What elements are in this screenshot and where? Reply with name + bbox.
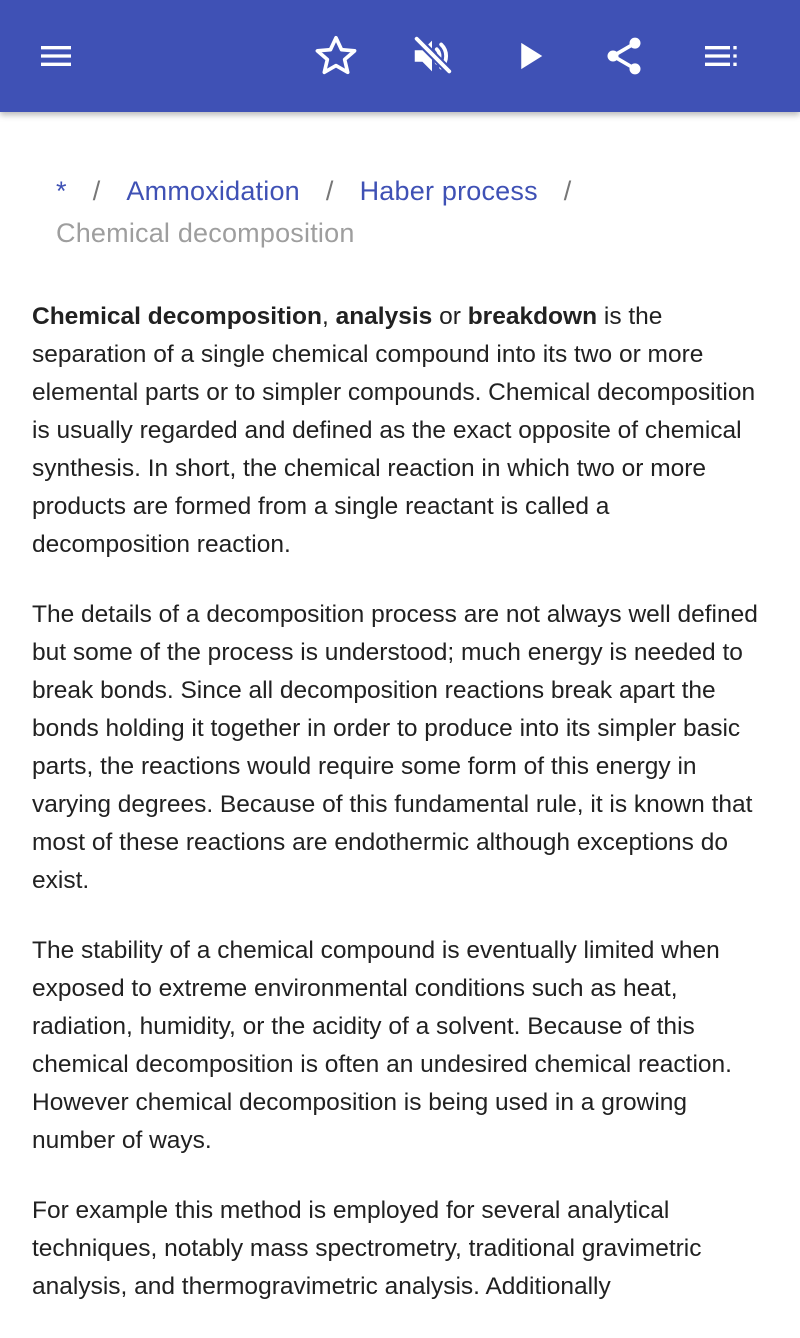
- term-separator: or: [432, 303, 468, 330]
- volume-off-icon: [409, 33, 455, 79]
- play-icon: [509, 35, 551, 77]
- article-paragraph-intro: [32, 298, 772, 564]
- page-content: [0, 112, 800, 1300]
- breadcrumb-link-home[interactable]: *: [56, 176, 67, 206]
- article-paragraph: The stability of a chemical compound is eventually limited when exposed to extreme environmental conditions such as heat, radiation, humidity, or the acidity of a solvent. Because of this chemical decomposition is often an undesired chemical reaction. However chemical decomposition is being used in a growing number of ways.: [32, 937, 732, 1154]
- share-icon: [602, 34, 646, 78]
- playlist-icon: [700, 36, 740, 76]
- breadcrumb-current: Chemical decomposition: [56, 218, 355, 248]
- breadcrumb-separator: /: [563, 176, 572, 206]
- term-analysis: analysis: [335, 303, 433, 330]
- article-paragraph: For example this method is employed for several analytical techniques, notably mass spectrometry, traditional gravimetric analysis, and thermogravimetric analysis. Additionally: [32, 1197, 702, 1300]
- mute-button[interactable]: [404, 28, 460, 84]
- menu-icon: [36, 36, 76, 76]
- play-button[interactable]: [502, 28, 558, 84]
- article-body: [32, 298, 772, 1338]
- contents-button[interactable]: [692, 28, 748, 84]
- article-paragraph: The details of a decomposition process are not always well defined but some of the process is understood; much energy is needed to break bonds. Since all decomposition reactions break apart the bonds holding it together in order to produce into its simpler basic parts, the reactions would require some form of this energy in varying degrees. Because of this fundamental rule, it is known that most of these reactions are endothermic although exceptions do exist.: [32, 601, 758, 894]
- breadcrumb-separator: /: [92, 176, 101, 206]
- breadcrumb-link-haber-process[interactable]: Haber process: [359, 176, 538, 206]
- breadcrumb-link-ammoxidation[interactable]: Ammoxidation: [126, 176, 300, 206]
- intro-text: is the separation of a single chemical compound into its two or more elemental parts or to simpler compounds. Chemical decomposition is usually regarded and defined as the exact opposite of chemical synthesis. In short, the chemical reaction in which two or more products are formed from a single reactant is called a decomposition reaction.: [32, 303, 756, 558]
- term-separator: ,: [321, 303, 336, 330]
- star-outline-icon: [313, 33, 359, 79]
- term-breakdown: breakdown: [467, 303, 598, 330]
- breadcrumb: [56, 170, 756, 254]
- menu-button[interactable]: [28, 28, 84, 84]
- share-button[interactable]: [596, 28, 652, 84]
- term-chemical-decomposition: Chemical decomposition: [32, 303, 322, 330]
- breadcrumb-separator: /: [325, 176, 334, 206]
- bookmark-button[interactable]: [308, 28, 364, 84]
- app-toolbar: [0, 0, 800, 112]
